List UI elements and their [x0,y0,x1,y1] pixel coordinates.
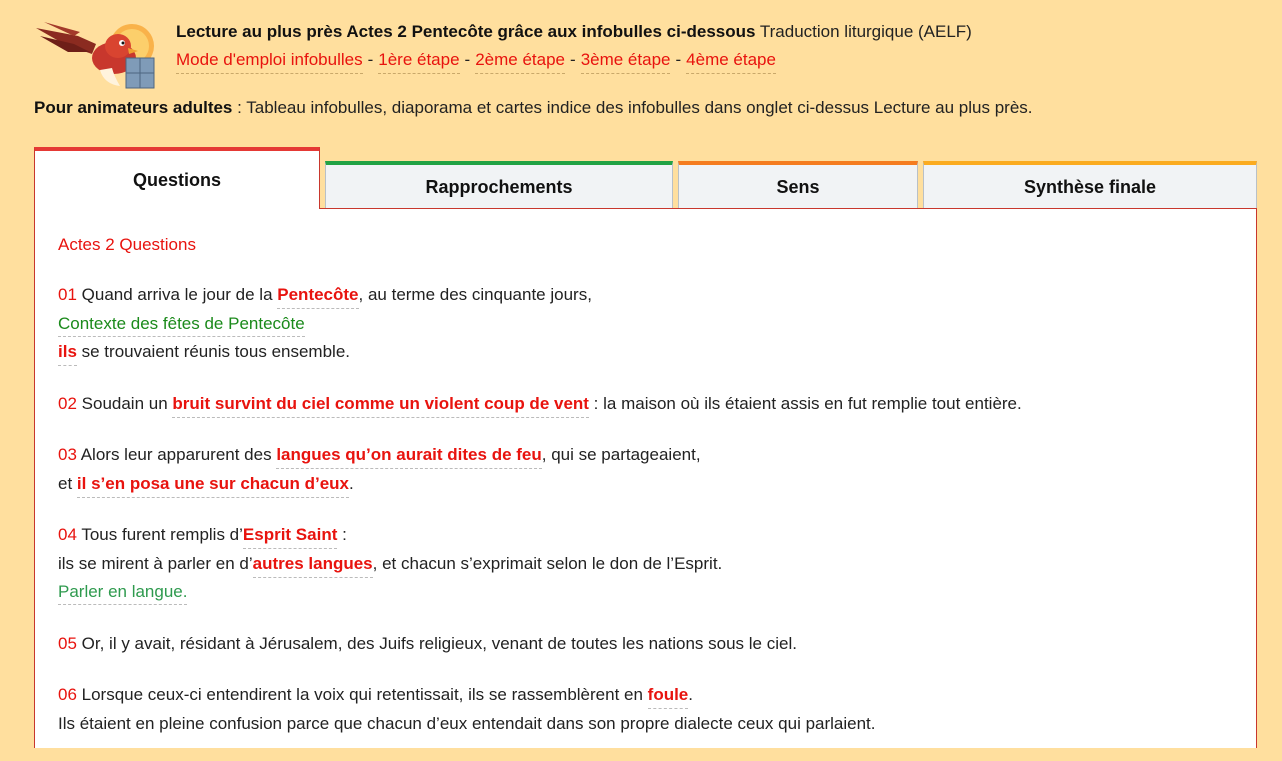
verse-line [58,550,1236,579]
verse-text: Ils étaient en pleine confusion parce que chacun d’eux entendait dans son propre dialecte ceux qui parlaient. [58,713,876,733]
link-separator: - [464,50,471,69]
verse-line [58,338,1236,367]
keyword-tooltip[interactable]: Esprit Saint [243,525,337,549]
link-etape-2[interactable]: 2ème étape [475,50,565,74]
tab-label: Rapprochements [425,176,573,197]
verse-paragraph [58,390,1236,419]
context-note [58,578,1236,607]
keyword-tooltip[interactable]: il s’en posa une sur chacun d’eux [77,474,349,498]
verse-text: Alors leur apparurent des [76,445,277,464]
verse-text: et [58,473,77,493]
verse-text: Quand arriva le jour de la [76,285,278,304]
verse-paragraph [58,281,1236,367]
tab-label: Synthèse finale [1023,176,1157,197]
help-links [176,48,972,72]
page-header [176,20,972,72]
keyword-tooltip[interactable]: ils [58,342,77,366]
verse-text: ils se mirent à parler en d’ [58,553,253,573]
tab-sens[interactable] [678,161,918,209]
link-separator: - [675,50,682,69]
verse-text: se trouvaient réunis tous ensemble. [76,342,351,361]
page-title [176,20,972,44]
verse-line [58,710,1236,739]
verse-line [58,681,1236,710]
verse-paragraph [58,441,1236,498]
tab-label: Questions [132,169,221,190]
questions-content [58,232,1236,761]
verse-text: , au terme des cinquante jours, [358,285,592,304]
adults-label: Pour animateurs adultes [34,98,233,117]
verse-line [58,470,1236,499]
logo [34,18,156,92]
verse-number: 04 [58,525,77,544]
verse-text: : la maison où ils étaient assis en fut remplie tout entière. [588,393,1022,413]
verse-text: Or, il y avait, résidant à Jérusalem, des Juifs religieux, venant de toutes les nations sous le ciel. [76,633,797,653]
keyword-tooltip[interactable]: Pentecôte [277,285,358,309]
tab-label: Sens [776,176,820,197]
context-note-tooltip[interactable]: Contexte des fêtes de Pentecôte [58,314,305,337]
link-etape-1[interactable]: 1ère étape [378,50,459,74]
adults-text: : Tableau infobulles, diaporama et cartes indice des infobulles dans onglet ci-dessus Lecture au plus près. [232,98,1033,117]
verse-line [58,521,1236,550]
verse-paragraph [58,630,1236,659]
verse-number: 06 [58,685,77,704]
verse-paragraph [58,681,1236,738]
tab-panel-questions [34,208,1257,748]
verse-number: 05 [58,633,77,653]
tab-bar [34,147,1257,209]
keyword-tooltip[interactable]: foule [648,685,689,709]
link-separator: - [367,50,374,69]
keyword-tooltip[interactable]: langues qu’on aurait dites de feu [276,445,541,469]
verse-text: . [348,473,354,493]
tab-rapprochements[interactable] [325,161,673,209]
verse-list [58,281,1236,738]
context-note-tooltip[interactable]: Parler en langue. [58,582,187,605]
link-separator: - [570,50,576,69]
link-etape-4[interactable]: 4ème étape [686,50,776,74]
link-etape-3[interactable]: 3ème étape [581,50,671,74]
verse-line [58,281,1236,310]
verse-text: : [337,525,347,544]
verse-paragraph [58,521,1236,607]
title-bold: Lecture au plus près Actes 2 Pentecôte grâce aux infobulles ci-dessous [176,22,756,41]
keyword-tooltip[interactable]: bruit survint du ciel comme un violent coup de vent [172,394,589,418]
verse-text: Soudain un [76,393,173,413]
verse-line [58,390,1236,419]
verse-text: , qui se partageaient, [541,445,701,464]
verse-number: 01 [58,285,77,304]
link-mode-emploi[interactable]: Mode d'emploi infobulles [176,50,363,74]
verse-text: . [688,685,693,704]
title-translation: Traduction liturgique (AELF) [759,22,972,41]
verse-text: Lorsque ceux-ci entendirent la voix qui retentissait, ils se rassemblèrent en [76,685,648,704]
verse-text: Tous furent remplis d’ [76,525,243,544]
tab-synthese-finale[interactable] [923,161,1257,209]
context-note [58,310,1236,339]
section-heading: Actes 2 Questions [58,235,196,254]
verse-text: , et chacun s’exprimait selon le don de l’Esprit. [372,553,723,573]
tab-questions[interactable] [34,147,320,209]
adults-note [34,98,1033,118]
verse-number: 02 [58,393,77,413]
verse-line [58,441,1236,470]
verse-line [58,630,1236,659]
keyword-tooltip[interactable]: autres langues [253,554,373,578]
verse-number: 03 [58,445,77,464]
